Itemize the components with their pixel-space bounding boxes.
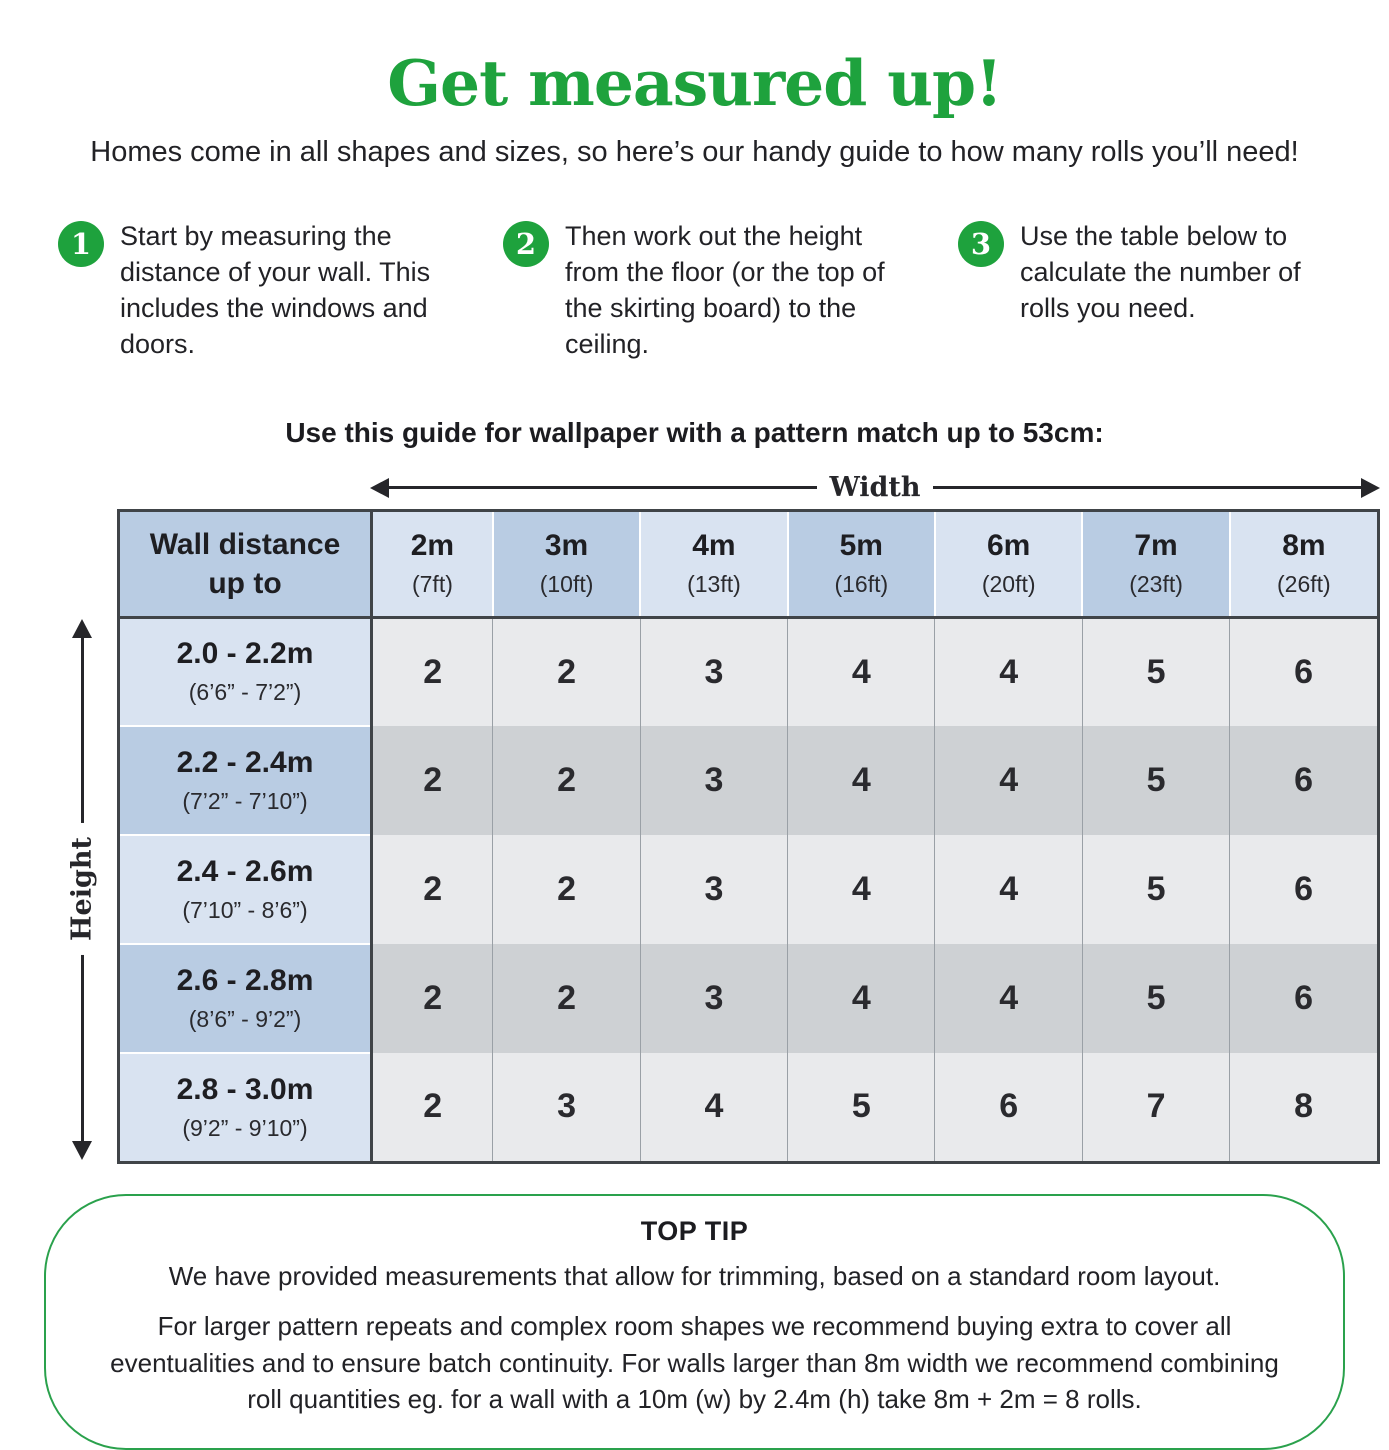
roll-count-cell: 4 (788, 617, 935, 726)
column-header-3m: 3m (10ft) (493, 510, 640, 617)
table-zone (0, 509, 1380, 1164)
width-arrow-line (933, 486, 1361, 489)
top-tip-line2: For larger pattern repeats and complex room shapes we recommend buying extra to cover all eventualities and to ensure batch continuity. For walls larger than 8m width we recommend combining roll quantities eg. for a wall with a 10m (w) by 2.4m (h) take 8m + 2m = 8 rolls. (110, 1310, 1279, 1415)
step-2 (503, 219, 958, 363)
column-header-7m: 7m (23ft) (1082, 510, 1229, 617)
roll-count-cell: 5 (1082, 944, 1229, 1053)
top-tip-line1: We have provided measurements that allow for trimming, based on a standard room layout. (168, 1260, 1221, 1291)
corner-header-line2: up to (208, 566, 282, 600)
table-row (119, 944, 1379, 1053)
step-3-text: Use the table below to calculate the number of rolls you need. (1020, 221, 1301, 323)
width-axis-arrow (370, 472, 1380, 504)
step-2-number-badge: 2 (503, 221, 549, 267)
arrow-down-icon (72, 1141, 92, 1160)
step-2-text: Then work out the height from the floor (or the top of the skirting board) to the ceiling. (565, 221, 885, 359)
roll-count-cell: 4 (935, 726, 1082, 835)
step-3 (958, 219, 1341, 363)
roll-count-cell: 7 (1082, 1053, 1229, 1162)
width-axis-label: Width (829, 472, 921, 504)
roll-count-cell: 2 (372, 835, 493, 944)
row-label-2.0-2.2m: 2.0 - 2.2m (6’6” - 7’2”) (119, 617, 372, 726)
roll-count-cell: 6 (1230, 617, 1379, 726)
roll-count-cell: 6 (935, 1053, 1082, 1162)
wallpaper-measuring-guide (0, 46, 1389, 1435)
table-row (119, 617, 1379, 726)
row-label-2.6-2.8m: 2.6 - 2.8m (8’6” - 9’2”) (119, 944, 372, 1053)
top-tip-heading: TOP TIP (640, 1215, 749, 1246)
roll-count-cell: 4 (788, 726, 935, 835)
roll-count-cell: 3 (640, 726, 787, 835)
column-header-4m: 4m (13ft) (640, 510, 787, 617)
row-label-2.2-2.4m: 2.2 - 2.4m (7’2” - 7’10”) (119, 726, 372, 835)
table-header-row (119, 510, 1379, 617)
roll-count-cell: 2 (372, 1053, 493, 1162)
roll-count-cell: 2 (493, 944, 640, 1053)
table-row (119, 1053, 1379, 1162)
table-row (119, 835, 1379, 944)
roll-count-cell: 5 (1082, 726, 1229, 835)
roll-count-cell: 3 (640, 835, 787, 944)
roll-count-cell: 4 (935, 944, 1082, 1053)
roll-count-cell: 3 (640, 944, 787, 1053)
height-axis-arrow (66, 619, 98, 1160)
height-axis-label: Height (63, 823, 102, 955)
roll-count-cell: 5 (788, 1053, 935, 1162)
step-3-number-badge: 3 (958, 221, 1004, 267)
column-header-5m: 5m (16ft) (788, 510, 935, 617)
roll-count-cell: 5 (1082, 617, 1229, 726)
roll-count-cell: 3 (640, 617, 787, 726)
guide-heading: Use this guide for wallpaper with a pattern match up to 53cm: (285, 416, 1104, 448)
steps-row (58, 219, 1341, 363)
roll-count-cell: 2 (372, 944, 493, 1053)
roll-count-cell: 6 (1230, 944, 1379, 1053)
roll-count-cell: 6 (1230, 726, 1379, 835)
arrow-left-icon (370, 478, 389, 498)
row-label-2.8-3.0m: 2.8 - 3.0m (9’2” - 9’10”) (119, 1053, 372, 1162)
roll-count-cell: 8 (1230, 1053, 1379, 1162)
roll-count-cell: 5 (1082, 835, 1229, 944)
corner-header-cell (119, 510, 372, 617)
roll-count-cell: 2 (493, 617, 640, 726)
top-tip-box (44, 1194, 1345, 1450)
roll-count-cell: 2 (372, 617, 493, 726)
roll-count-cell: 4 (640, 1053, 787, 1162)
roll-calculator-table (117, 509, 1380, 1164)
column-header-8m: 8m (26ft) (1230, 510, 1379, 617)
height-axis-gutter (0, 509, 117, 1164)
roll-count-cell: 4 (788, 944, 935, 1053)
step-1 (58, 219, 503, 363)
roll-count-cell: 2 (372, 726, 493, 835)
column-header-6m: 6m (20ft) (935, 510, 1082, 617)
roll-count-cell: 4 (788, 835, 935, 944)
table-row (119, 726, 1379, 835)
roll-count-cell: 4 (935, 835, 1082, 944)
column-header-2m: 2m (7ft) (372, 510, 493, 617)
arrow-right-icon (1361, 478, 1380, 498)
roll-count-cell: 2 (493, 835, 640, 944)
page-title: Get measured up! (387, 46, 1002, 120)
roll-count-cell: 3 (493, 1053, 640, 1162)
page-subtitle: Homes come in all shapes and sizes, so here’s our handy guide to how many rolls you’ll need! (90, 136, 1299, 168)
roll-count-cell: 6 (1230, 835, 1379, 944)
step-1-text: Start by measuring the distance of your wall. This includes the windows and doors. (120, 221, 431, 359)
corner-header-line1: Wall distance (149, 527, 341, 561)
step-1-number-badge: 1 (58, 221, 104, 267)
roll-count-cell: 4 (935, 617, 1082, 726)
roll-count-cell: 2 (493, 726, 640, 835)
width-arrow-line (389, 486, 817, 489)
row-label-2.4-2.6m: 2.4 - 2.6m (7’10” - 8’6”) (119, 835, 372, 944)
